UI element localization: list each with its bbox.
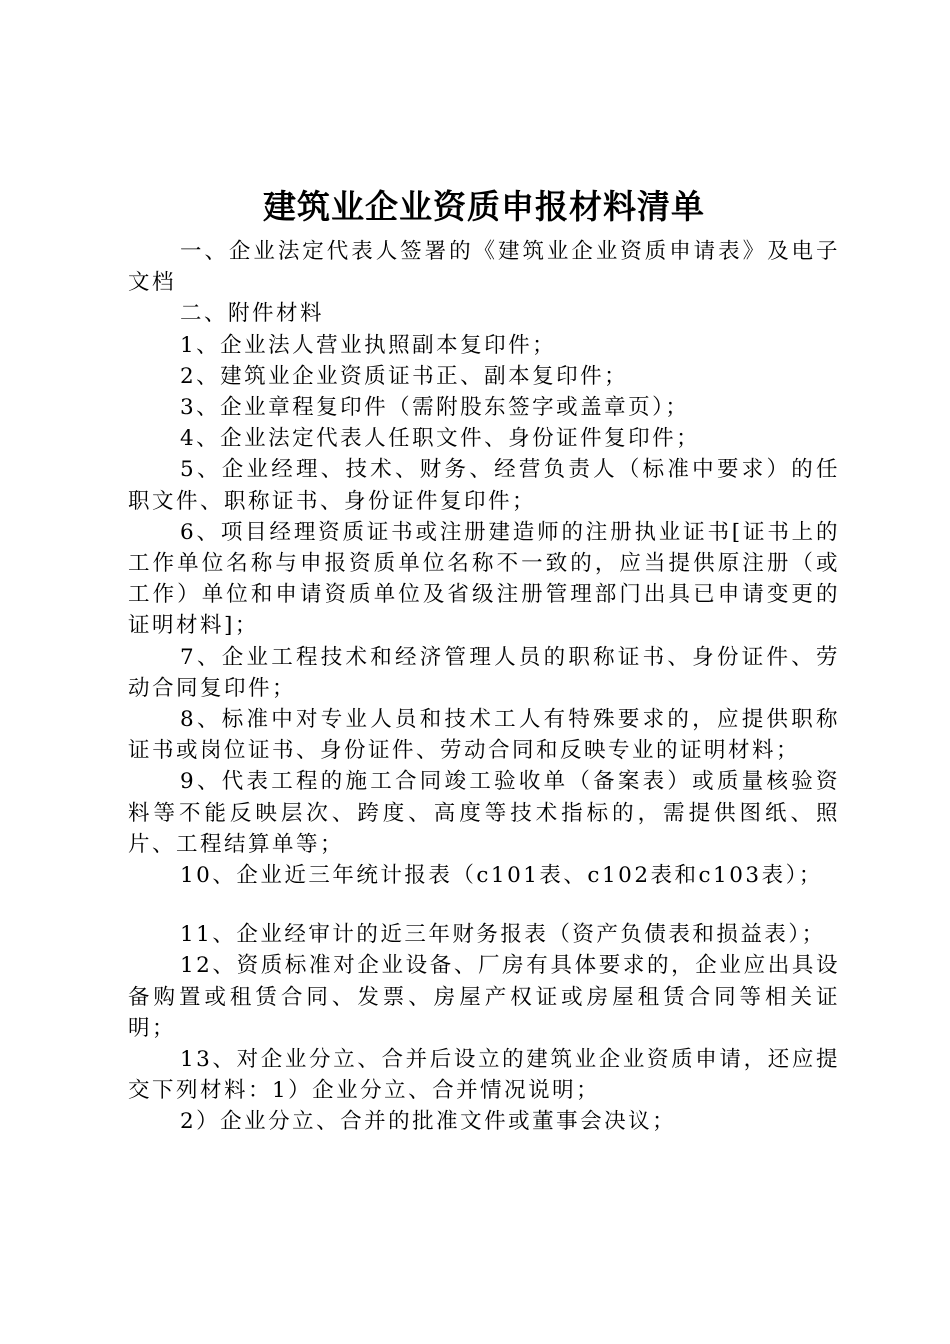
- paragraph-application-form: 一、企业法定代表人签署的《建筑业企业资质申请表》及电子文档: [128, 239, 840, 296]
- paragraph-item-4: 4、企业法定代表人任职文件、身份证件复印件；: [180, 426, 701, 452]
- paragraph-attachments-heading: 二、附件材料: [180, 301, 325, 327]
- paragraph-item-8: 8、标准中对专业人员和技术工人有特殊要求的，应提供职称证书或岗位证书、身份证件、劳动合同和反映专业的证明材料；: [128, 707, 840, 764]
- paragraph-item-2: 2、建筑业企业资质证书正、副本复印件；: [180, 363, 629, 389]
- paragraph-item-1: 1、企业法人营业执照副本复印件；: [180, 332, 557, 358]
- document-title: 建筑业企业资质申报材料清单: [263, 187, 705, 226]
- paragraph-item-10: 10、企业近三年统计报表（c101表、c102表和c103表）；: [180, 863, 823, 889]
- paragraph-item-5: 5、企业经理、技术、财务、经营负责人（标准中要求）的任职文件、职称证书、身份证件复印件；: [128, 457, 840, 514]
- paragraph-item-9: 9、代表工程的施工合同竣工验收单（备案表）或质量核验资料等不能反映层次、跨度、高度等技术指标的，需提供图纸、照片、工程结算单等；: [128, 769, 840, 857]
- paragraph-item-3: 3、企业章程复印件（需附股东签字或盖章页）；: [180, 395, 690, 421]
- paragraph-item-13-sub-2: 2）企业分立、合并的批准文件或董事会决议；: [180, 1109, 677, 1135]
- paragraph-item-13: 13、对企业分立、合并后设立的建筑业企业资质申请，还应提交下列材料：1）企业分立、合并情况说明；: [128, 1047, 840, 1104]
- paragraph-item-7: 7、企业工程技术和经济管理人员的职称证书、身份证件、劳动合同复印件；: [128, 644, 840, 701]
- paragraph-item-12: 12、资质标准对企业设备、厂房有具体要求的，企业应出具设备购置或租赁合同、发票、房屋产权证或房屋租赁合同等相关证明；: [128, 953, 840, 1041]
- document-page: [128, 182, 840, 1138]
- paragraph-item-6: 6、项目经理资质证书或注册建造师的注册执业证书[证书上的工作单位名称与申报资质单位名称不一致的，应当提供原注册（或工作）单位和申请资质单位及省级注册管理部门出具已申请变更的证明材料]；: [128, 519, 840, 639]
- paragraph-item-11: 11、企业经审计的近三年财务报表（资产负债表和损益表）；: [180, 922, 826, 948]
